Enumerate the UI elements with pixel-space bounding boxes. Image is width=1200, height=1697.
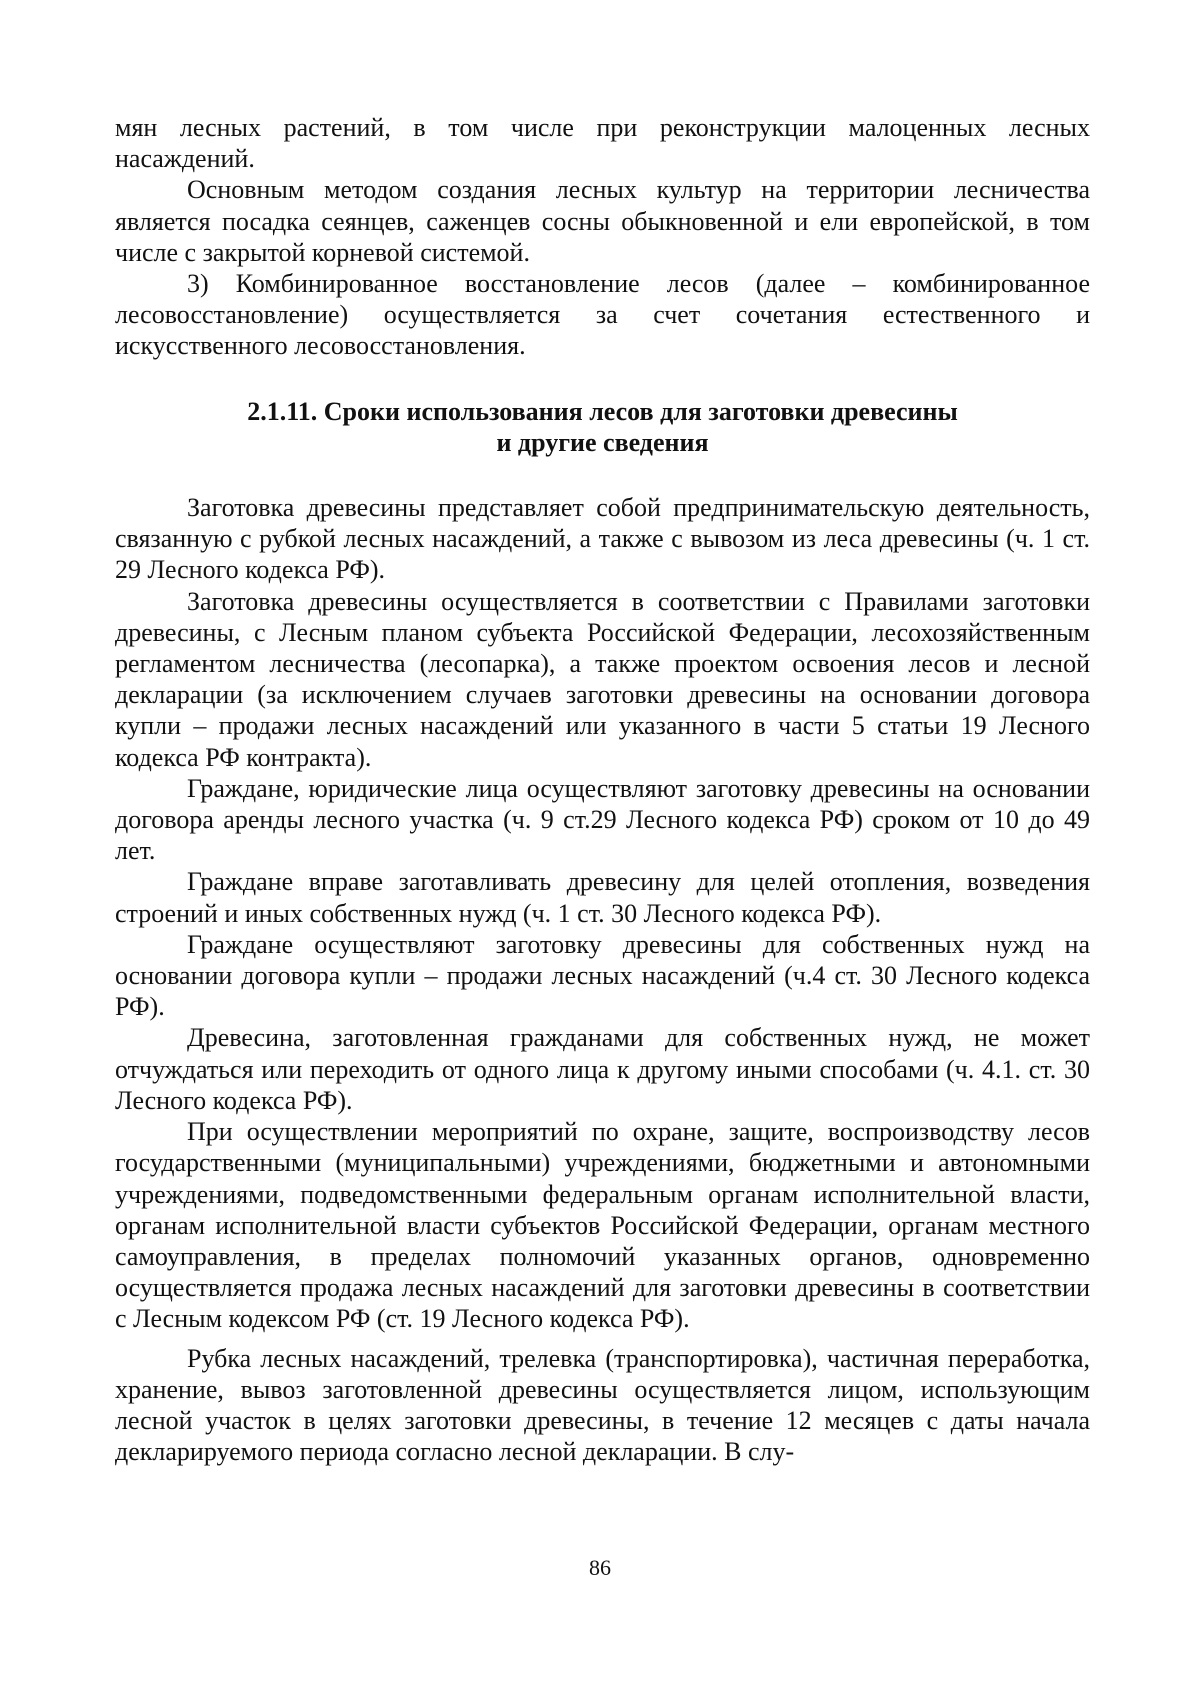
paragraph-lease-term: Граждане, юридические лица осуществляют заготовку древесины на основании договора аренды лесного участка (ч. 9 ст.29 Лесного кодекса РФ) сроком от 10 до 49 лет. — [115, 773, 1090, 866]
paragraph-harvest-period: Рубка лесных насаждений, трелевка (транспортировка), частичная переработка, хранение, вывоз заготовленной древесины осуществляется лицом, использующим лесной участок в целях заготовки древесины, в течение 12 месяцев с даты начала декларируемого периода согласно лесной декларации. В слу- — [115, 1343, 1090, 1467]
paragraph-harvesting-rules: Заготовка древесины осуществляется в соответствии с Правилами заготовки древесины, с Лесным планом субъекта Российской Федерации, лесохозяйственным регламентом лесничества (лесопарка), а также проектом освоения лесов и лесной декларации (за исключением случаев заготовки древесины на основании договора купли – продажи лесных насаждений или указанного в части 5 статьи 19 Лесного кодекса РФ контракта). — [115, 586, 1090, 772]
paragraph-harvesting-definition: Заготовка древесины представляет собой предпринимательскую деятельность, связанную с рубкой лесных насаждений, а также с вывозом из леса древесины (ч. 1 ст. 29 Лесного кодекса РФ). — [115, 493, 1090, 585]
document-body — [115, 112, 1090, 1467]
paragraph-continuation: мян лесных растений, в том числе при реконструкции малоценных лесных насаждений. — [115, 113, 1090, 174]
section-heading — [115, 396, 1090, 458]
paragraph-institutions-sale: При осуществлении мероприятий по охране, защите, воспроизводству лесов государственными (муниципальными) учреждениями, бюджетными и автономными учреждениями, подведомственными федеральным органам исполнительной власти, органам исполнительной власти субъектов Российской Федерации, органам местного самоуправления, в пределах полномочий указанных органов, одновременно осуществляется продажа лесных насаждений для заготовки древесины в соответствии с Лесным кодексом РФ (ст. 19 Лесного кодекса РФ). — [115, 1117, 1090, 1334]
paragraph-alienation-ban: Древесина, заготовленная гражданами для собственных нужд, не может отчуждаться или переходить от одного лица к другому иными способами (ч. 4.1. ст. 30 Лесного кодекса РФ). — [115, 1023, 1090, 1115]
paragraph-planting-method: Основным методом создания лесных культур на территории лесничества является посадка сеянцев, саженцев сосны обыкновенной и ели европейской, в том числе с закрытой корневой системой. — [115, 175, 1090, 267]
section-heading-line-2: и другие сведения — [496, 427, 709, 457]
paragraph-own-needs-right: Граждане вправе заготавливать древесину для целей отопления, возведения строений и иных собственных нужд (ч. 1 ст. 30 Лесного кодекса РФ). — [115, 867, 1090, 928]
page-number: 86 — [589, 1555, 611, 1580]
paragraph-own-needs-contract: Граждане осуществляют заготовку древесины для собственных нужд на основании договора купли – продажи лесных насаждений (ч.4 ст. 30 Лесного кодекса РФ). — [115, 929, 1090, 1022]
paragraph-combined-restoration: 3) Комбинированное восстановление лесов (далее – комбинированное лесовосстановление) осуществляется за счет сочетания естественного и искусственного лесовосстановления. — [115, 269, 1090, 361]
section-heading-line-1: 2.1.11. Сроки использования лесов для заготовки древесины — [247, 396, 958, 426]
